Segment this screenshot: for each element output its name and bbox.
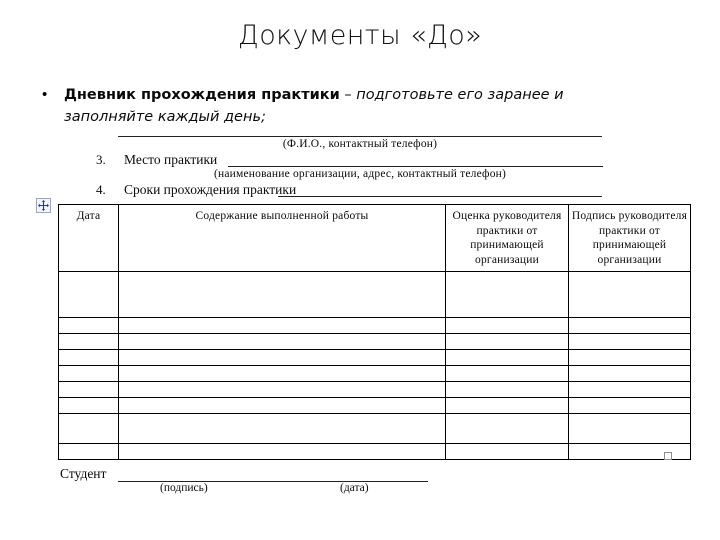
table-row: [59, 334, 691, 350]
table-cell: [446, 398, 569, 414]
label-student: Студент: [60, 466, 107, 481]
page-title: Документы «До»: [237, 20, 483, 51]
table-cell: [59, 382, 119, 398]
table-cell: [59, 334, 119, 350]
list-number-3: 3.: [96, 152, 106, 167]
table-cell: [59, 272, 119, 318]
table-row: [59, 382, 691, 398]
table-header-row-group: [59, 205, 691, 272]
caption-signature: (подпись): [160, 482, 208, 494]
label-place-of-practice: Место практики: [124, 152, 218, 167]
table-row: [59, 318, 691, 334]
table-cell: [446, 414, 569, 444]
column-header-signature: Подпись руководителя практики от принимающей организации: [569, 205, 691, 272]
caption-date: (дата): [340, 482, 369, 494]
table-resize-handle-icon[interactable]: [664, 452, 672, 460]
table-cell: [569, 398, 691, 414]
table-cell: [446, 350, 569, 366]
bullet-marker-icon: •: [42, 86, 48, 103]
table-cell: [569, 444, 691, 460]
place-blank-line: [228, 166, 603, 167]
table-row: [59, 444, 691, 460]
column-header-date: Дата: [59, 205, 119, 272]
table-cell: [59, 350, 119, 366]
table-cell: [119, 318, 446, 334]
table-cell: [569, 366, 691, 382]
bullet-italic-text: подготовьте его заранее и заполняйте каждый день;: [64, 87, 564, 125]
column-header-work-content: Содержание выполненной работы: [119, 205, 446, 272]
table-cell: [59, 318, 119, 334]
table-cell: [119, 398, 446, 414]
table-cell: [119, 272, 446, 318]
table-cell: [119, 350, 446, 366]
table-cell: [569, 350, 691, 366]
table-cell: [59, 366, 119, 382]
table-cell: [446, 334, 569, 350]
practice-diary-table: [58, 204, 691, 460]
table-cell: [446, 382, 569, 398]
table-cell: [446, 444, 569, 460]
terms-blank-line: [278, 196, 602, 197]
caption-organization: (наименование организации, адрес, контактный телефон): [213, 168, 507, 180]
table-row: [59, 272, 691, 318]
table-cell: [119, 382, 446, 398]
label-terms-of-practice: Сроки прохождения практики: [124, 182, 297, 197]
table-cell: [119, 444, 446, 460]
table-row: [59, 350, 691, 366]
table-cell: [446, 318, 569, 334]
table-cell: [446, 272, 569, 318]
table-cell: [569, 318, 691, 334]
table-cell: [59, 444, 119, 460]
list-number-4: 4.: [96, 182, 106, 197]
caption-fio: (Ф.И.О., контактный телефон): [282, 138, 438, 150]
table-header-row: [59, 205, 691, 272]
table-cell: [569, 382, 691, 398]
table-cell: [446, 366, 569, 382]
bullet-dash: –: [339, 87, 357, 103]
table-cell: [59, 414, 119, 444]
table-move-handle-icon[interactable]: [36, 198, 51, 213]
column-header-mark: Оценка руководителя практики от принимающей организации: [446, 205, 569, 272]
table-cell: [569, 414, 691, 444]
fio-blank-line: [118, 136, 602, 137]
table-cell: [119, 366, 446, 382]
table-row: [59, 414, 691, 444]
bullet-bold-text: Дневник прохождения практики: [64, 87, 340, 103]
table-row: [59, 398, 691, 414]
table-cell: [59, 398, 119, 414]
table-cell: [119, 414, 446, 444]
table-row: [59, 366, 691, 382]
table-cell: [119, 334, 446, 350]
table-cell: [569, 334, 691, 350]
table-body: [59, 272, 691, 460]
table-cell: [569, 272, 691, 318]
